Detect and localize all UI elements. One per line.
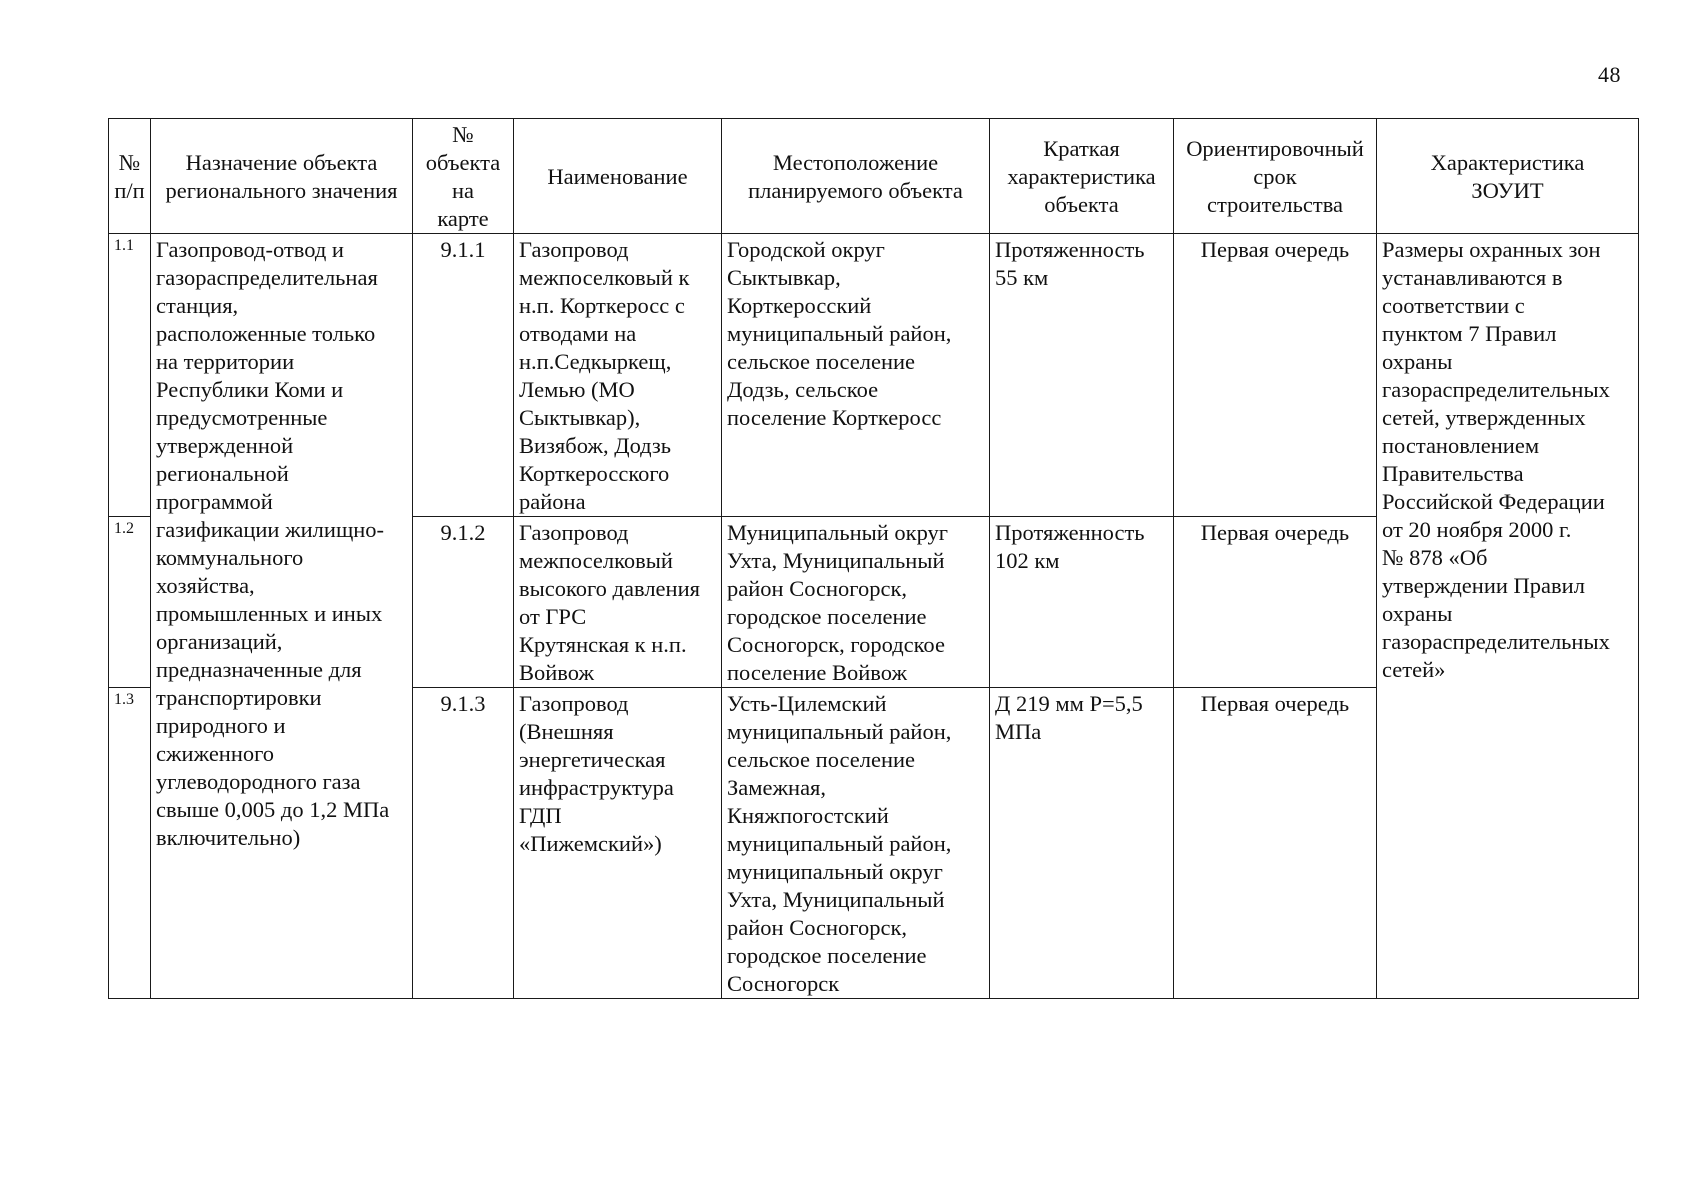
page-number: 48 (1598, 62, 1621, 87)
brief-characteristic: Д 219 мм Р=5,5 МПа (990, 688, 1174, 999)
brief-characteristic: Протяженность 102 км (990, 517, 1174, 688)
map-number: 9.1.2 (413, 517, 514, 688)
object-location: Городской округ Сыктывкар, Корткеросский муниципальный район, сельское поселение Додзь, сельское поселение Корткеросс (722, 234, 990, 517)
construction-term: Первая очередь (1174, 688, 1377, 999)
header-purpose: Назначение объекта регионального значения (151, 119, 413, 234)
map-number: 9.1.3 (413, 688, 514, 999)
header-map-number: № объекта на карте (413, 119, 514, 234)
object-name: Газопровод (Внешняя энергетическая инфраструктура ГДП «Пижемский») (514, 688, 722, 999)
header-zouit: Характеристика ЗОУИТ (1377, 119, 1639, 234)
objects-table (108, 118, 1639, 999)
object-location: Муниципальный округ Ухта, Муниципальный район Сосногорск, городское поселение Сосногорск, городское поселение Войвож (722, 517, 990, 688)
construction-term: Первая очередь (1174, 234, 1377, 517)
brief-characteristic: Протяженность 55 км (990, 234, 1174, 517)
row-number: 1.2 (109, 517, 151, 688)
header-location: Местоположение планируемого объекта (722, 119, 990, 234)
table-row (109, 234, 1639, 517)
zouit-cell: Размеры охранных зон устанавливаются в соответствии с пунктом 7 Правил охраны газораспределительных сетей, утвержденных постановлением Правительства Российской Федерации от 20 ноября 2000 г. № 878 «Об утверждении Правил охраны газораспределительных сетей» (1377, 234, 1639, 999)
header-brief-characteristic: Краткая характеристика объекта (990, 119, 1174, 234)
table-header-row (109, 119, 1639, 234)
row-number: 1.3 (109, 688, 151, 999)
purpose-cell: Газопровод-отвод и газораспределительная станция, расположенные только на территории Республики Коми и предусмотренные утвержденной региональной программой газификации жилищно- коммунального хозяйства, промышленных и иных организаций, предназначенные для транспортировки природного и сжиженного углеводородного газа свыше 0,005 до 1,2 МПа включительно) (151, 234, 413, 999)
header-no: № п/п (109, 119, 151, 234)
map-number: 9.1.1 (413, 234, 514, 517)
header-construction-term: Ориентировочный срок строительства (1174, 119, 1377, 234)
row-number: 1.1 (109, 234, 151, 517)
object-location: Усть-Цилемский муниципальный район, сельское поселение Замежная, Княжпогостский муниципальный район, муниципальный округ Ухта, Муниципальный район Сосногорск, городское поселение Сосногорск (722, 688, 990, 999)
header-name: Наименование (514, 119, 722, 234)
object-name: Газопровод межпоселковый высокого давления от ГРС Крутянская к н.п. Войвож (514, 517, 722, 688)
object-name: Газопровод межпоселковый к н.п. Корткеросс с отводами на н.п.Седкыркещ, Лемью (МО Сыктывкар), Визябож, Додзь Корткеросского района (514, 234, 722, 517)
construction-term: Первая очередь (1174, 517, 1377, 688)
